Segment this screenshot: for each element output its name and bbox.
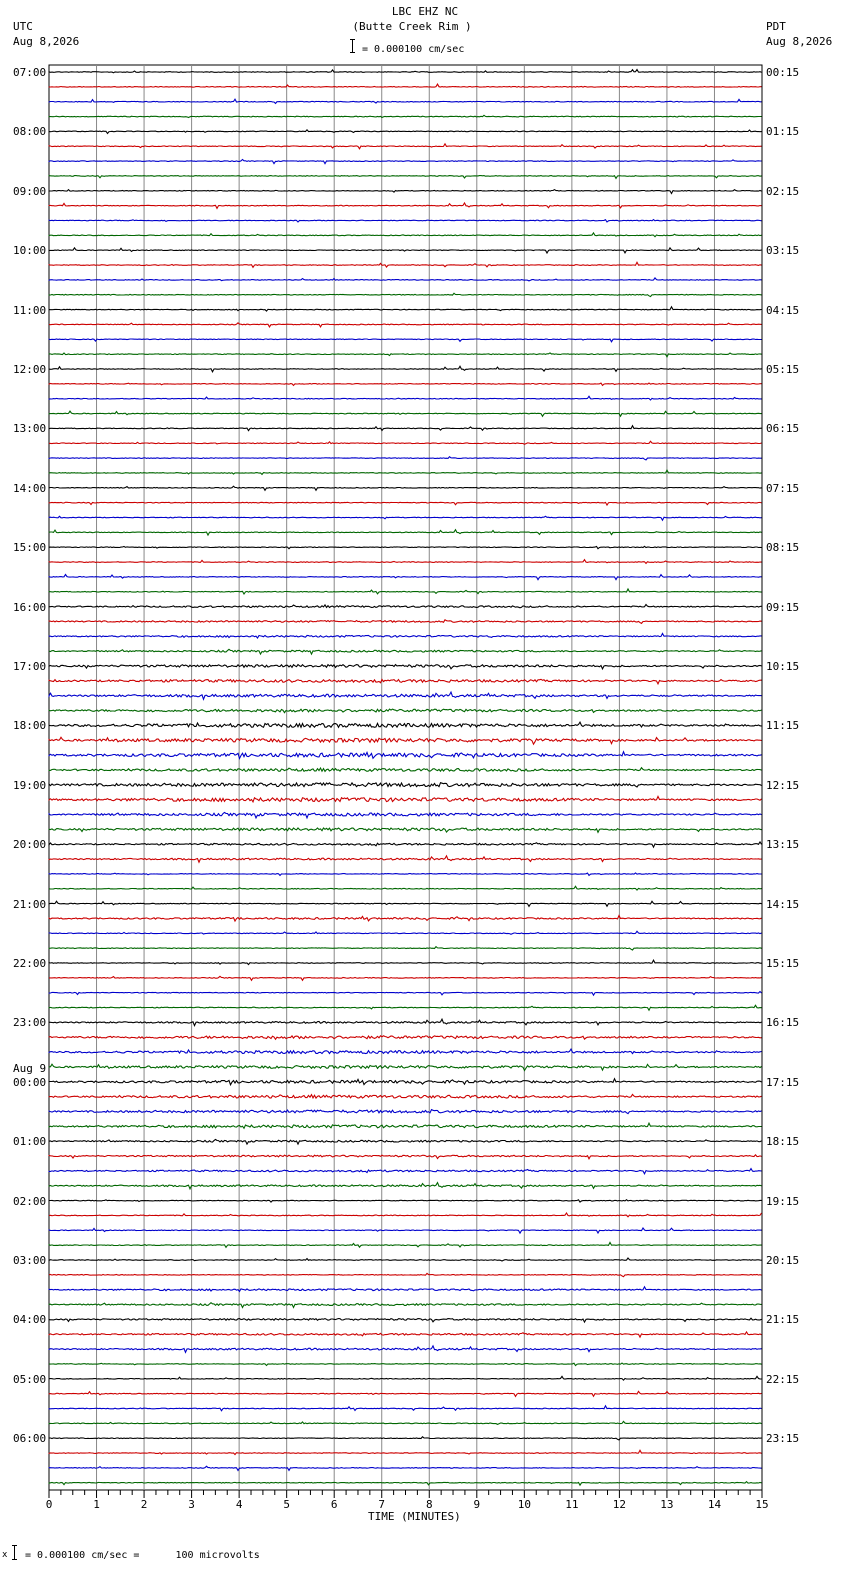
trace-line xyxy=(49,1258,762,1261)
trace-line xyxy=(49,768,762,772)
trace-line xyxy=(49,1450,762,1454)
trace-line xyxy=(49,470,762,474)
x-axis-label: TIME (MINUTES) xyxy=(368,1510,461,1523)
utc-hour-label: 01:00 xyxy=(13,1135,47,1149)
trace-line xyxy=(49,992,762,996)
trace-line xyxy=(49,709,762,713)
trace-line xyxy=(49,1376,762,1380)
trace-line xyxy=(49,130,762,134)
trace-line xyxy=(49,323,762,327)
trace-line xyxy=(49,1036,762,1040)
pdt-hour-label: 06:15 xyxy=(766,422,800,436)
trace-line xyxy=(49,502,762,505)
utc-hour-label: 11:00 xyxy=(13,303,47,317)
pdt-hour-label: 04:15 xyxy=(766,303,800,317)
trace-line xyxy=(49,649,762,654)
trace-line xyxy=(49,1406,762,1411)
trace-line xyxy=(49,1019,762,1025)
pdt-hour-label: 19:15 xyxy=(766,1194,800,1208)
utc-hour-label: 08:00 xyxy=(13,125,47,139)
utc-hour-label: 04:00 xyxy=(13,1313,47,1327)
trace-line xyxy=(49,1094,762,1098)
pdt-hour-label: 09:15 xyxy=(766,600,800,614)
trace-line xyxy=(49,679,762,684)
trace-line xyxy=(49,307,762,311)
x-tick-label: 3 xyxy=(188,1498,195,1511)
scale-text: = 0.000100 cm/sec xyxy=(362,44,465,55)
pdt-hour-label: 22:15 xyxy=(766,1372,800,1386)
pdt-hour-label: 03:15 xyxy=(766,244,800,258)
trace-line xyxy=(49,605,762,608)
trace-line xyxy=(49,84,762,87)
trace-line xyxy=(49,1287,762,1292)
x-tick-label: 10 xyxy=(517,1498,531,1511)
trace-line xyxy=(49,1273,762,1276)
trace-line xyxy=(49,1110,762,1114)
trace-line xyxy=(49,160,762,164)
x-tick-label: 0 xyxy=(45,1498,53,1511)
trace-line xyxy=(49,589,762,594)
x-tick-label: 1 xyxy=(93,1498,100,1511)
trace-line xyxy=(49,70,762,73)
trace-line xyxy=(49,575,762,580)
utc-hour-label: 09:00 xyxy=(13,184,47,198)
trace-line xyxy=(49,176,762,179)
pdt-hour-label: 02:15 xyxy=(766,184,800,198)
footer-marker: x xyxy=(2,1550,8,1560)
utc-hour-label: 16:00 xyxy=(13,600,47,614)
x-tick-label: 14 xyxy=(707,1498,722,1511)
utc-hour-label: 10:00 xyxy=(13,244,47,258)
trace-line xyxy=(49,916,762,922)
trace-line xyxy=(49,1049,762,1054)
trace-line xyxy=(49,1363,762,1365)
station-location: (Butte Creek Rim ) xyxy=(352,20,472,33)
trace-line xyxy=(49,783,762,787)
utc-hour-label: 14:00 xyxy=(13,481,47,495)
trace-line xyxy=(49,396,762,400)
trace-line xyxy=(49,560,762,564)
trace-line xyxy=(49,722,762,727)
utc-hour-label: 00:00 xyxy=(13,1075,47,1089)
trace-line xyxy=(49,99,762,103)
trace-line xyxy=(49,752,762,759)
pdt-hour-label: 11:15 xyxy=(766,719,800,733)
trace-line xyxy=(49,901,762,906)
utc-hour-label: 15:00 xyxy=(13,541,47,555)
trace-line xyxy=(49,383,762,385)
pdt-hour-label: 17:15 xyxy=(766,1075,800,1089)
pdt-hour-label: 05:15 xyxy=(766,363,800,376)
trace-line xyxy=(49,411,762,416)
scale-bar-icon xyxy=(352,39,353,53)
x-tick-label: 9 xyxy=(473,1498,481,1511)
right-timezone: PDT xyxy=(766,20,786,33)
x-tick-label: 7 xyxy=(378,1498,386,1511)
trace-line xyxy=(49,1200,762,1202)
trace-line xyxy=(49,812,762,818)
trace-line xyxy=(49,1346,762,1352)
pdt-hour-label: 16:15 xyxy=(766,1016,800,1030)
pdt-hour-label: 14:15 xyxy=(766,897,800,911)
pdt-hour-label: 01:15 xyxy=(766,125,800,139)
trace-line xyxy=(49,1391,762,1396)
footer-scale-text: = 0.000100 cm/sec = 100 microvolts xyxy=(25,1550,260,1561)
trace-line xyxy=(49,486,762,490)
trace-line xyxy=(49,842,762,847)
utc-hour-label: 06:00 xyxy=(13,1432,47,1446)
station-title: LBC EHZ NC xyxy=(391,5,459,18)
footer-scale-bar-icon xyxy=(14,1545,15,1560)
pdt-hour-label: 07:15 xyxy=(766,481,800,495)
trace-line xyxy=(49,1466,762,1470)
pdt-hour-label: 08:15 xyxy=(766,541,800,555)
trace-line xyxy=(49,530,762,535)
trace-line xyxy=(49,960,762,964)
date-change-label: Aug 9 xyxy=(13,1061,47,1075)
trace-line xyxy=(49,1437,762,1440)
trace-line xyxy=(49,144,762,149)
utc-hour-label: 07:00 xyxy=(13,66,47,79)
trace-line xyxy=(49,203,762,208)
trace-line xyxy=(49,353,762,357)
trace-line xyxy=(49,293,762,296)
trace-line xyxy=(49,1064,762,1070)
x-tick-label: 4 xyxy=(235,1498,243,1511)
trace-line xyxy=(49,873,762,875)
pdt-hour-label: 23:15 xyxy=(766,1432,800,1446)
left-timezone: UTC xyxy=(13,20,33,33)
utc-hour-label: 18:00 xyxy=(13,719,47,733)
trace-line xyxy=(49,856,762,862)
x-tick-label: 2 xyxy=(140,1498,148,1511)
x-tick-label: 11 xyxy=(565,1498,579,1511)
trace-line xyxy=(49,620,762,624)
pdt-hour-label: 18:15 xyxy=(766,1135,800,1149)
x-tick-label: 13 xyxy=(660,1498,674,1511)
utc-hour-label: 19:00 xyxy=(13,778,47,792)
trace-line xyxy=(49,190,762,194)
trace-line xyxy=(49,1139,762,1144)
utc-hour-label: 05:00 xyxy=(13,1372,47,1386)
utc-hour-label: 03:00 xyxy=(13,1254,47,1267)
x-tick-label: 5 xyxy=(283,1498,290,1511)
trace-line xyxy=(49,1303,762,1308)
trace-line xyxy=(49,886,762,890)
utc-hour-label: 13:00 xyxy=(13,422,47,436)
trace-line xyxy=(49,1123,762,1128)
trace-line xyxy=(49,1482,762,1486)
trace-line xyxy=(49,976,762,980)
trace-line xyxy=(49,248,762,253)
pdt-hour-label: 10:15 xyxy=(766,660,800,673)
utc-hour-label: 22:00 xyxy=(13,957,47,970)
trace-line xyxy=(49,1318,762,1322)
trace-line xyxy=(49,115,762,117)
trace-line xyxy=(49,457,762,460)
x-tick-label: 12 xyxy=(612,1498,627,1511)
trace-line xyxy=(49,931,762,934)
utc-hour-label: 23:00 xyxy=(13,1016,47,1030)
trace-line xyxy=(49,262,762,267)
trace-line xyxy=(49,665,762,669)
trace-line xyxy=(49,366,762,372)
right-date: Aug 8,2026 xyxy=(766,35,833,48)
utc-hour-label: 17:00 xyxy=(13,660,47,673)
trace-line xyxy=(49,339,762,342)
trace-line xyxy=(49,546,762,548)
trace-line xyxy=(49,947,762,950)
trace-line xyxy=(49,426,762,431)
utc-hour-label: 12:00 xyxy=(13,363,47,376)
trace-line xyxy=(49,1183,762,1189)
x-tick-label: 6 xyxy=(330,1498,338,1511)
utc-hour-label: 20:00 xyxy=(13,838,47,852)
pdt-hour-label: 15:15 xyxy=(766,957,800,970)
trace-line xyxy=(49,233,762,237)
pdt-hour-label: 13:15 xyxy=(766,838,800,852)
trace-line xyxy=(49,1242,762,1247)
trace-line xyxy=(49,633,762,638)
trace-line xyxy=(49,441,762,444)
utc-hour-label: 02:00 xyxy=(13,1194,47,1208)
pdt-hour-label: 21:15 xyxy=(766,1313,800,1327)
x-tick-label: 8 xyxy=(425,1498,433,1511)
trace-line xyxy=(49,692,762,699)
trace-line xyxy=(49,278,762,281)
utc-hour-label: 21:00 xyxy=(13,897,47,911)
pdt-hour-label: 12:15 xyxy=(766,778,800,792)
trace-line xyxy=(49,516,762,520)
trace-line xyxy=(49,796,762,802)
trace-line xyxy=(49,1079,762,1085)
left-date: Aug 8,2026 xyxy=(13,35,80,48)
trace-line xyxy=(49,1005,762,1010)
trace-line xyxy=(49,828,762,832)
pdt-hour-label: 20:15 xyxy=(766,1254,800,1267)
pdt-hour-label: 00:15 xyxy=(766,66,800,79)
trace-line xyxy=(49,737,762,744)
trace-line xyxy=(49,1421,762,1424)
trace-line xyxy=(49,1213,762,1217)
x-tick-label: 15 xyxy=(755,1498,769,1511)
trace-line xyxy=(49,1332,762,1337)
trace-line xyxy=(49,1228,762,1233)
trace-line xyxy=(49,220,762,222)
trace-line xyxy=(49,1169,762,1174)
trace-line xyxy=(49,1155,762,1159)
